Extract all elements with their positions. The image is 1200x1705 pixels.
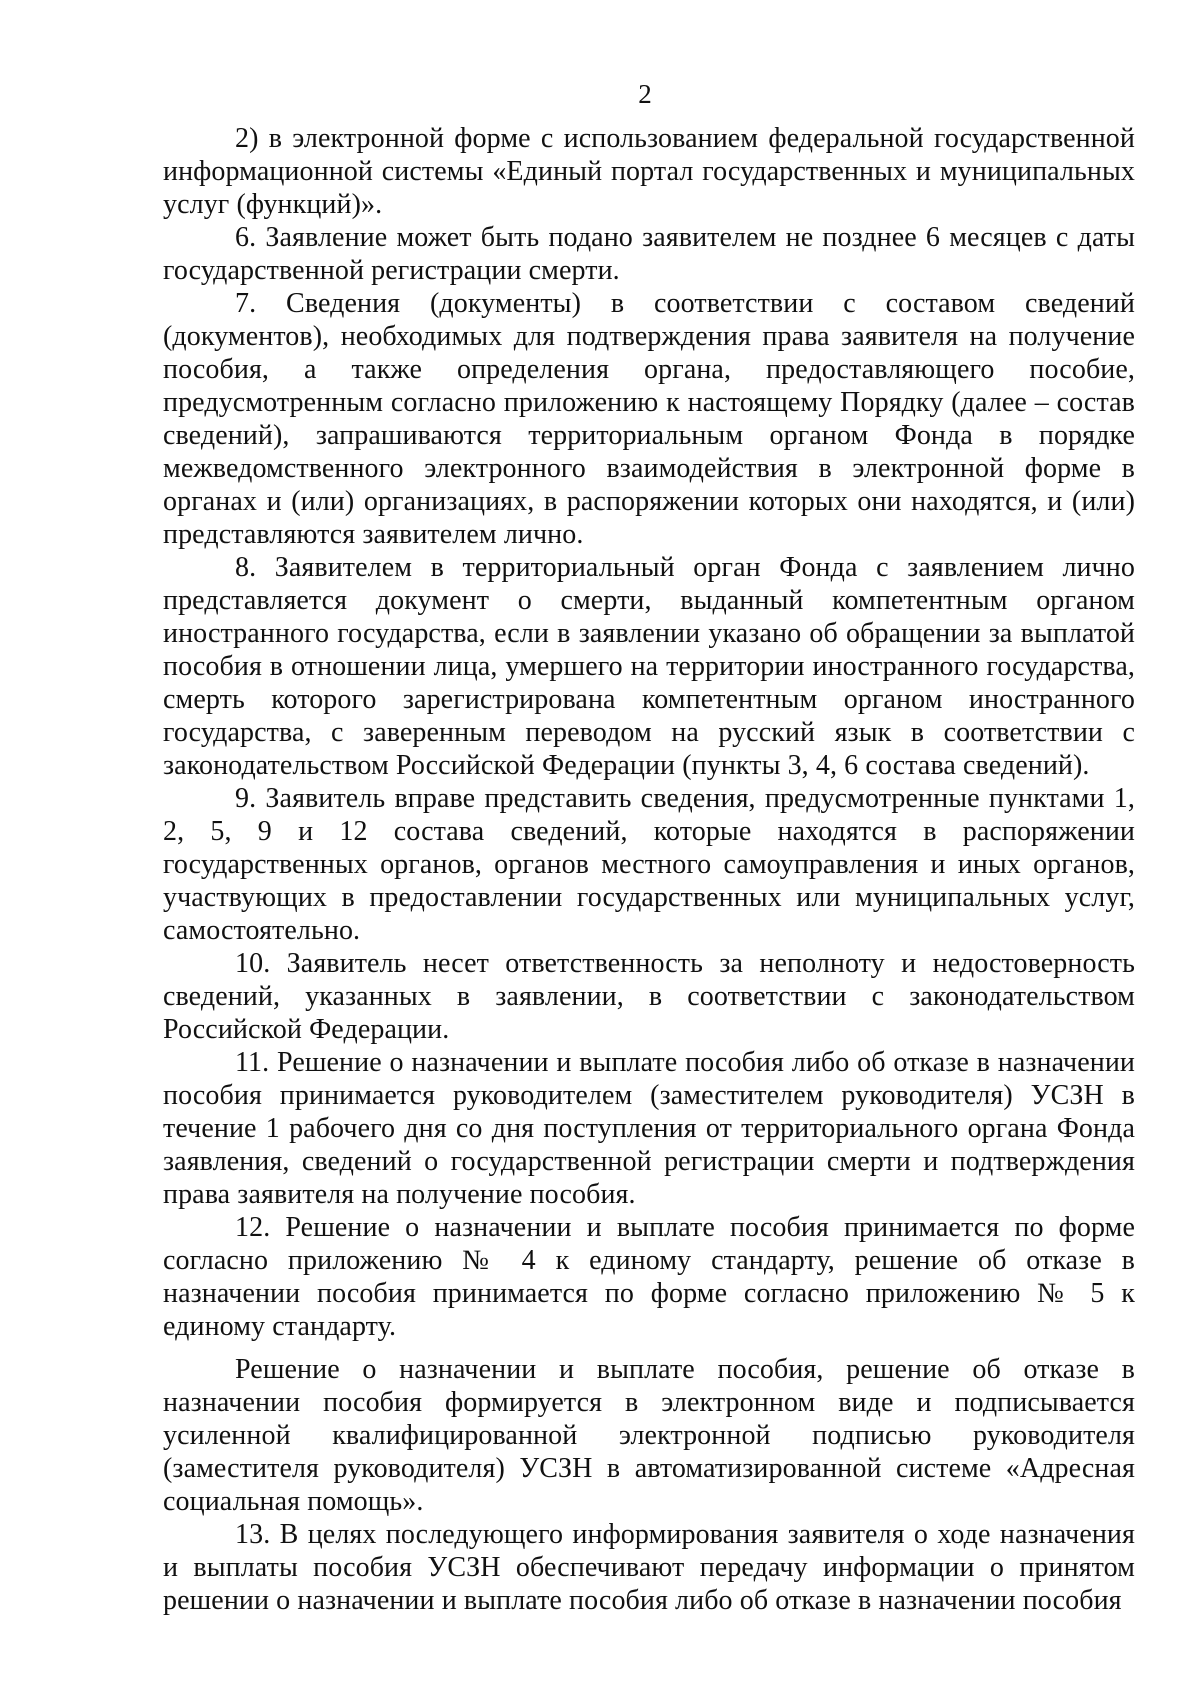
paragraph-6: 6. Заявление может быть подано заявителем не позднее 6 месяцев с даты государственной регистрации смерти.: [163, 222, 1135, 286]
paragraph-12: 12. Решение о назначении и выплате пособия принимается по форме согласно приложению № 4 к единому стандарту, решение об отказе в назначении пособия принимается по форме согласно приложению № 5 к единому стандарту.: [163, 1212, 1135, 1342]
paragraph-13: 13. В целях последующего информирования заявителя о ходе назначения и выплаты пособия УСЗН обеспечивают передачу информации о принятом решении о назначении и выплате пособия либо об отказе в назначении пособия: [163, 1519, 1135, 1616]
page-number: 2: [638, 79, 652, 109]
paragraph-7: 7. Сведения (документы) в соответствии с составом сведений (документов), необходимых для подтверждения права заявителя на получение пособия, а также определения органа, предоставляющего пособие, предусмотренным согласно приложению к настоящему Порядку (далее – состав сведений), запрашиваются территориальным органом Фонда в порядке межведомственного электронного взаимодействия в электронной форме в органах и (или) организациях, в распоряжении которых они находятся, и (или) представляются заявителем лично.: [163, 288, 1135, 550]
paragraph-8: 8. Заявителем в территориальный орган Фонда с заявлением лично представляется документ о смерти, выданный компетентным органом иностранного государства, если в заявлении указано об обращении за выплатой пособия в отношении лица, умершего на территории иностранного государства, смерть которого зарегистрирована компетентным органом иностранного государства, с заверенным переводом на русский язык в соответствии с законодательством Российской Федерации (пункты 3, 4, 6 состава сведений).: [163, 552, 1135, 781]
paragraph-12-continuation: Решение о назначении и выплате пособия, решение об отказе в назначении пособия формируется в электронном виде и подписывается усиленной квалифицированной электронной подписью руководителя (заместителя руководителя) УСЗН в автоматизированной системе «Адресная социальная помощь».: [163, 1354, 1135, 1517]
paragraph-10: 10. Заявитель несет ответственность за неполноту и недостоверность сведений, указанных в заявлении, в соответствии с законодательством Российской Федерации.: [163, 948, 1135, 1045]
paragraph-9: 9. Заявитель вправе представить сведения, предусмотренные пунктами 1, 2, 5, 9 и 12 состава сведений, которые находятся в распоряжении государственных органов, органов местного самоуправления и иных органов, участвующих в предоставлении государственных или муниципальных услуг, самостоятельно.: [163, 783, 1135, 946]
paragraph-11: 11. Решение о назначении и выплате пособия либо об отказе в назначении пособия принимается руководителем (заместителем руководителя) УСЗН в течение 1 рабочего дня со дня поступления от территориального органа Фонда заявления, сведений о государственной регистрации смерти и подтверждения права заявителя на получение пособия.: [163, 1047, 1135, 1210]
paragraph-electronic-form: 2) в электронной форме с использованием федеральной государственной информационной системы «Единый портал государственных и муниципальных услуг (функций)».: [163, 123, 1135, 220]
document-body: [163, 122, 1135, 1617]
